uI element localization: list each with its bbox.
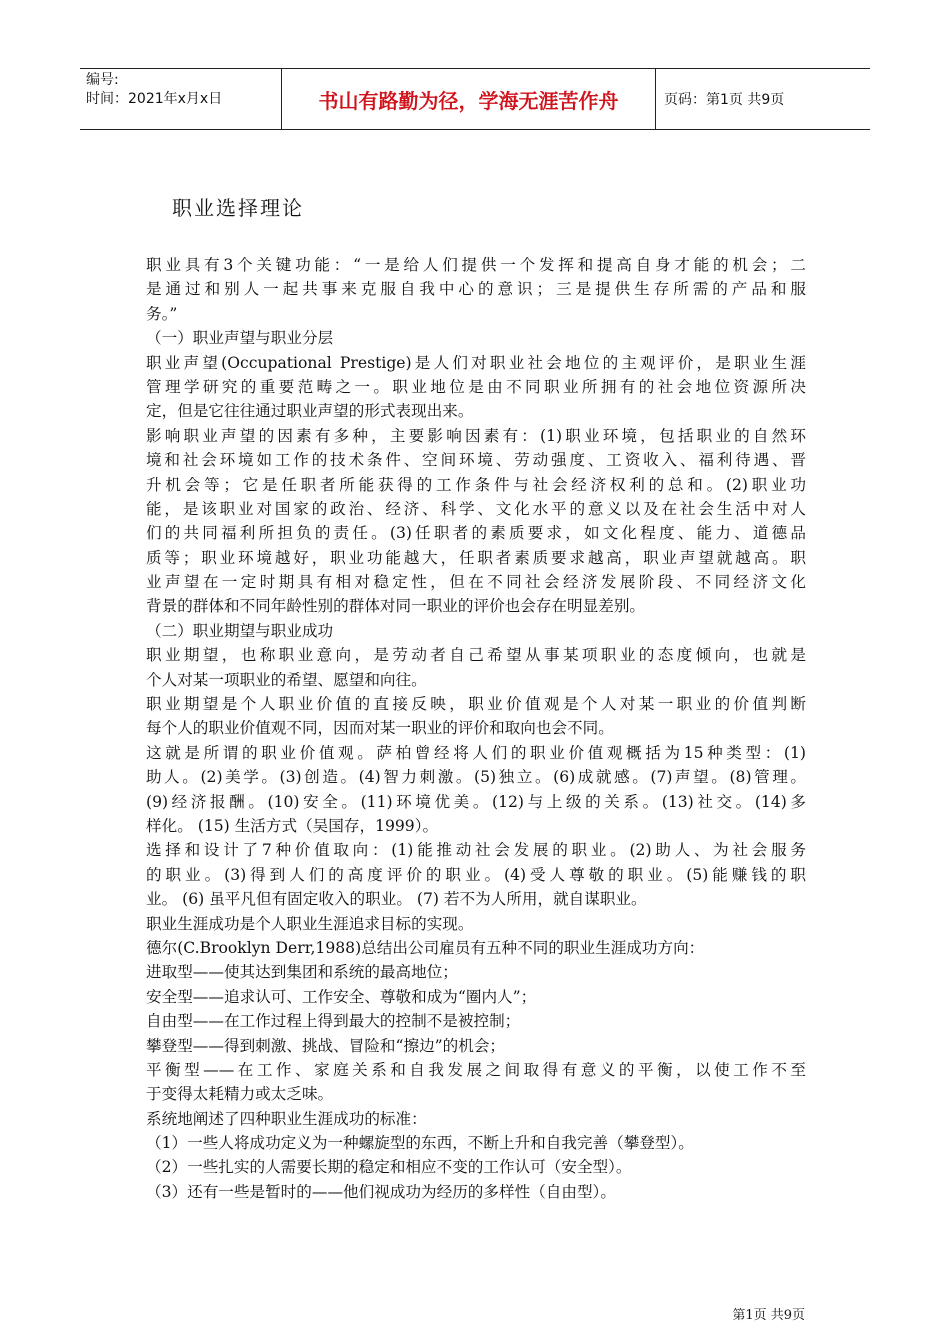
body-line: 职业期望是个人职业价值的直接反映，职业价值观是个人对某一职业的价值判断 xyxy=(146,695,806,714)
body-line: 影响职业声望的因素有多种，主要影响因素有：(1)职业环境，包括职业的自然环 xyxy=(146,426,806,445)
body-line: 这就是所谓的职业价值观。萨柏曾经将人们的职业价值观概括为15种类型：(1) xyxy=(146,743,806,762)
body-line: （2）一些扎实的人需要长期的稳定和相应不变的工作认可（安全型）。 xyxy=(146,1158,632,1177)
footer-page-number: 第1页 共9页 xyxy=(732,1308,805,1323)
document-title: 职业选择理论 xyxy=(172,196,304,220)
document-number-label: 编号: xyxy=(86,72,119,88)
body-line: 职业生涯成功是个人职业生涯追求目标的实现。 xyxy=(146,914,474,933)
body-line: 职业具有3个关键功能：“一是给人们提供一个发挥和提高自身才能的机会；二 xyxy=(146,256,806,274)
section-heading: （二）职业期望与职业成功 xyxy=(146,621,334,640)
body-line: 个人对某一项职业的希望、愿望和向往。 xyxy=(146,670,427,689)
body-line: 样化。 (15) 生活方式（吴国存，1999）。 xyxy=(146,816,439,835)
header-meta xyxy=(80,69,282,129)
body-line: 德尔(C.Brooklyn Derr,1988)总结出公司雇员有五种不同的职业生涯成功方向： xyxy=(146,938,705,957)
body-line: 每个人的职业价值观不同，因而对某一职业的评价和取向也会不同。 xyxy=(146,719,614,738)
body-line: 职业声望(Occupational Prestige)是人们对职业社会地位的主观评价，是职业生涯 xyxy=(146,353,806,372)
body-line: 系统地阐述了四种职业生涯成功的标准： xyxy=(146,1109,427,1128)
body-line: （3）还有一些是暂时的——他们视成功为经历的多样性（自由型）。 xyxy=(146,1182,616,1201)
body-line: 业声望在一定时期具有相对稳定性，但在不同社会经济发展阶段、不同经济文化 xyxy=(146,573,806,592)
body-line: 们的共同福利所担负的责任。(3)任职者的素质要求，如文化程度、能力、道德品 xyxy=(146,524,806,543)
body-line: 职业期望，也称职业意向，是劳动者自己希望从事某项职业的态度倾向，也就是 xyxy=(146,646,806,665)
body-line: 背景的群体和不同年龄性别的群体对同一职业的评价也会存在明显差别。 xyxy=(146,597,646,616)
body-line: 的职业。(3)得到人们的高度评价的职业。(4)受人尊敬的职业。(5)能赚钱的职 xyxy=(146,865,806,884)
body-line: 务。” xyxy=(146,304,178,323)
section-heading: （一）职业声望与职业分层 xyxy=(146,329,334,348)
body-line: 选择和设计了7种价值取向：(1)能推动社会发展的职业。(2)助人、为社会服务 xyxy=(146,841,806,860)
body-line: (9)经济报酬。(10)安全。(11)环境优美。(12)与上级的关系。(13)社交。(14)多 xyxy=(146,792,806,811)
document-time-label: 时间：2021年x月x日 xyxy=(86,91,223,107)
body-line: 于变得太耗精力或太乏味。 xyxy=(146,1085,334,1104)
header-page-number: 页码：第1页 共9页 xyxy=(664,92,785,108)
body-line: 升机会等；它是任职者所能获得的工作条件与社会经济权利的总和。(2)职业功 xyxy=(146,475,806,494)
body-line: 质等；职业环境越好，职业功能越大，任职者素质要求越高，职业声望就越高。职 xyxy=(146,548,806,567)
body-line: 是通过和别人一起共事来克服自我中心的意识；三是提供生存所需的产品和服 xyxy=(146,280,806,299)
body-line: 助人。(2)美学。(3)创造。(4)智力刺激。(5)独立。(6)成就感。(7)声望。(8)管理。 xyxy=(146,768,806,787)
body-line: （1）一些人将成功定义为一种螺旋型的东西，不断上升和自我完善（攀登型）。 xyxy=(146,1134,694,1153)
body-line: 安全型——追求认可、工作安全、尊敬和成为“圈内人”； xyxy=(146,987,537,1006)
body-line: 定，但是它往往通过职业声望的形式表现出来。 xyxy=(146,402,474,421)
body-line: 平衡型——在工作、家庭关系和自我发展之间取得有意义的平衡，以使工作不至 xyxy=(146,1060,806,1079)
body-line: 进取型——使其达到集团和系统的最高地位； xyxy=(146,963,458,982)
body-line: 能，是该职业对国家的政治、经济、科学、文化水平的意义以及在社会生活中对人 xyxy=(146,499,806,518)
body-line: 攀登型——得到刺激、挑战、冒险和“擦边”的机会； xyxy=(146,1036,506,1055)
body-line: 业。 (6) 虽平凡但有固定收入的职业。 (7) 若不为人所用，就自谋职业。 xyxy=(146,890,647,909)
page-header xyxy=(80,68,870,130)
body-line: 境和社会环境如工作的技术条件、空间环境、劳动强度、工资收入、福利待遇、晋 xyxy=(146,451,806,470)
body-line: 管理学研究的重要范畴之一。职业地位是由不同职业所拥有的社会地位资源所决 xyxy=(146,377,806,396)
document-body xyxy=(146,253,806,1204)
body-line: 自由型——在工作过程上得到最大的控制不是被控制； xyxy=(146,1012,521,1031)
header-motto: 书山有路勤为径，学海无涯苦作舟 xyxy=(282,69,656,129)
